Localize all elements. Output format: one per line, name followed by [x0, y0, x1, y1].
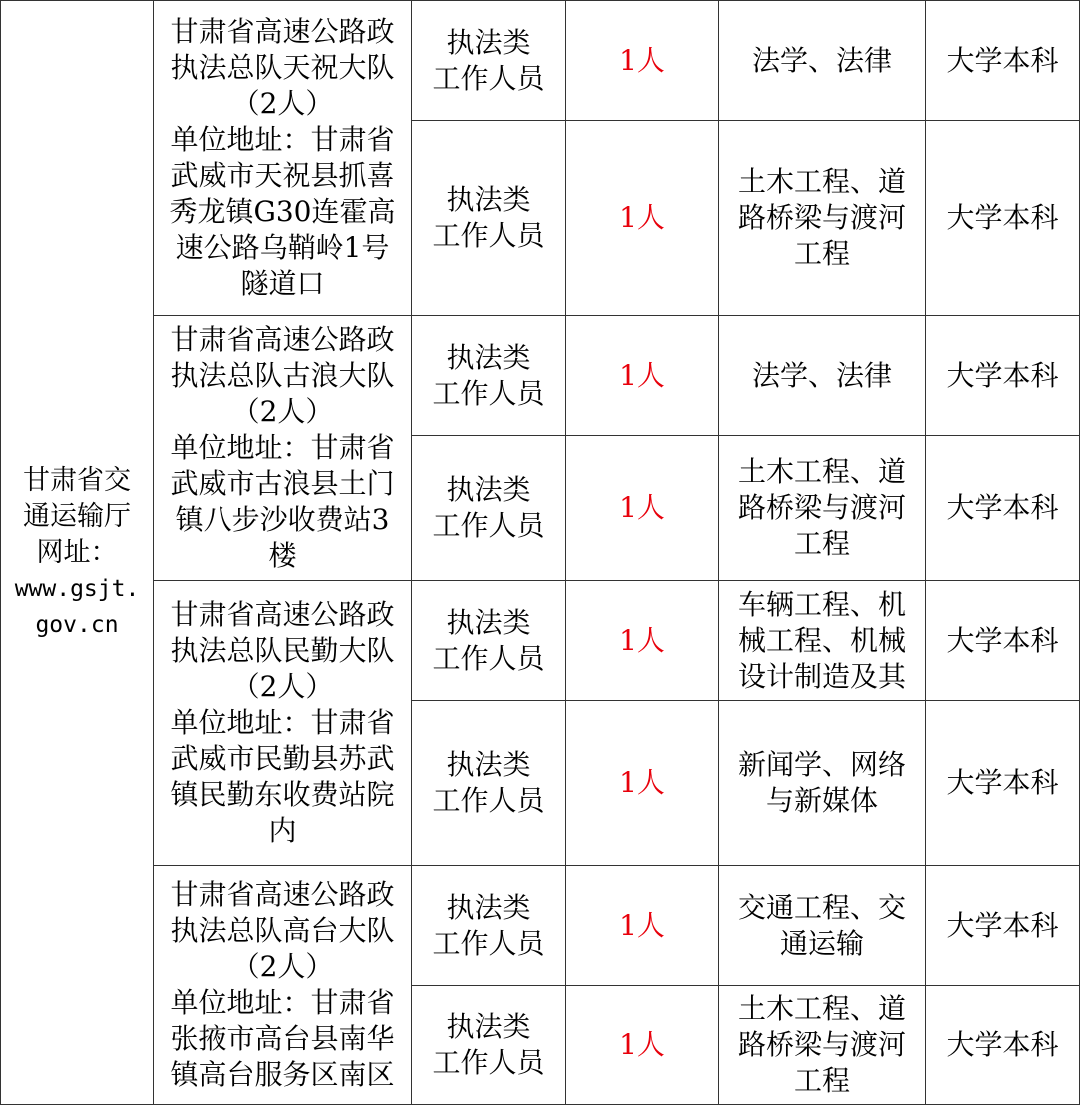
headcount-cell: 1人: [566, 1, 719, 121]
education-cell: 大学本科: [926, 581, 1080, 701]
position-category-cell: 执法类 工作人员: [412, 436, 566, 581]
table-row: [1, 866, 1080, 986]
major-cell: 土木工程、道 路桥梁与渡河 工程: [719, 436, 926, 581]
headcount-cell: 1人: [566, 581, 719, 701]
department-website-cell: 甘肃省交 通运输厅 网址： www.gsjt. gov.cn: [1, 1, 154, 1105]
position-category-cell: 执法类 工作人员: [412, 581, 566, 701]
table-row: [1, 1, 1080, 121]
education-cell: 大学本科: [926, 436, 1080, 581]
position-category-cell: 执法类 工作人员: [412, 866, 566, 986]
education-cell: 大学本科: [926, 316, 1080, 436]
position-category-cell: 执法类 工作人员: [412, 316, 566, 436]
education-cell: 大学本科: [926, 866, 1080, 986]
major-cell: 土木工程、道 路桥梁与渡河 工程: [719, 121, 926, 316]
unit-cell: 甘肃省高速公路政 执法总队天祝大队 （2人） 单位地址：甘肃省 武威市天祝县抓喜 秀龙镇G30连霍高 速公路乌鞘岭1号 隧道口: [154, 1, 412, 316]
headcount-cell: 1人: [566, 121, 719, 316]
position-category-cell: 执法类 工作人员: [412, 701, 566, 866]
position-category-cell: 执法类 工作人员: [412, 1, 566, 121]
table-row: [1, 581, 1080, 701]
headcount-cell: 1人: [566, 316, 719, 436]
unit-cell: 甘肃省高速公路政 执法总队高台大队 （2人） 单位地址：甘肃省 张掖市高台县南华 镇高台服务区南区: [154, 866, 412, 1105]
position-category-cell: 执法类 工作人员: [412, 121, 566, 316]
major-cell: 法学、法律: [719, 316, 926, 436]
major-cell: 新闻学、网络 与新媒体: [719, 701, 926, 866]
education-cell: 大学本科: [926, 701, 1080, 866]
major-cell: 车辆工程、机 械工程、机械 设计制造及其: [719, 581, 926, 701]
department-url[interactable]: www.gsjt.: [14, 575, 140, 602]
headcount-cell: 1人: [566, 701, 719, 866]
unit-cell: 甘肃省高速公路政 执法总队民勤大队 （2人） 单位地址：甘肃省 武威市民勤县苏武 镇民勤东收费站院 内: [154, 581, 412, 866]
education-cell: 大学本科: [926, 986, 1080, 1105]
headcount-cell: 1人: [566, 436, 719, 581]
education-cell: 大学本科: [926, 121, 1080, 316]
major-cell: 法学、法律: [719, 1, 926, 121]
education-cell: 大学本科: [926, 1, 1080, 121]
table-row: [1, 316, 1080, 436]
headcount-cell: 1人: [566, 866, 719, 986]
major-cell: 交通工程、交 通运输: [719, 866, 926, 986]
headcount-cell: 1人: [566, 986, 719, 1105]
unit-cell: 甘肃省高速公路政 执法总队古浪大队 （2人） 单位地址：甘肃省 武威市古浪县土门 镇八步沙收费站3 楼: [154, 316, 412, 581]
position-category-cell: 执法类 工作人员: [412, 986, 566, 1105]
major-cell: 土木工程、道 路桥梁与渡河 工程: [719, 986, 926, 1105]
